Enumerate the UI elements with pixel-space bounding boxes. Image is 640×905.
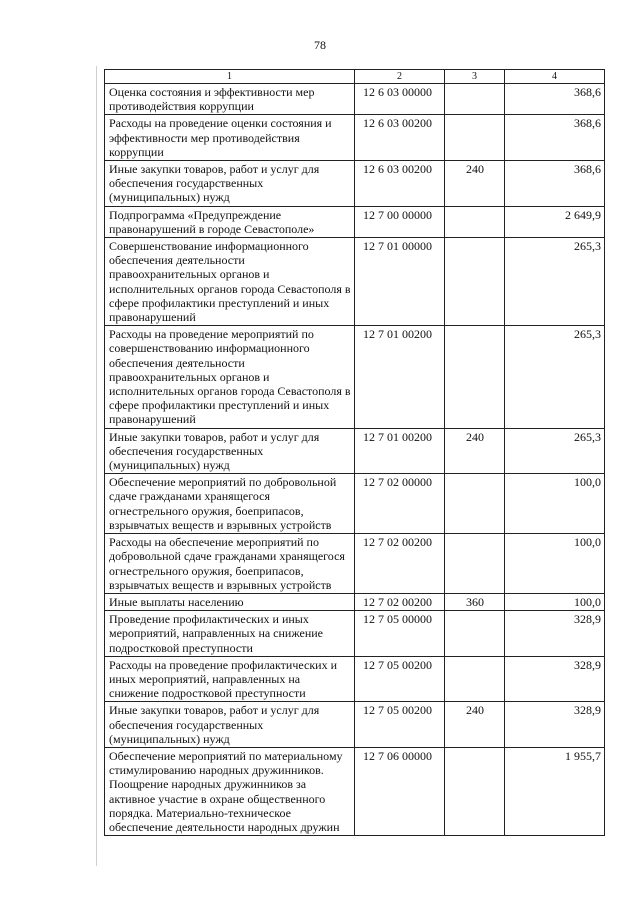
table-row	[105, 611, 605, 657]
row-type	[445, 238, 505, 326]
row-name: Расходы на проведение мероприятий по совершенствованию информационного обеспечения деятельности правоохранительных органов и исполнительных органов города Севастополя в сфере профилактики преступлений и иных правонарушений	[105, 326, 355, 428]
header-col-3: 3	[445, 70, 505, 84]
row-code: 12 7 05 00000	[355, 611, 445, 657]
row-type	[445, 474, 505, 534]
page-number: 78	[314, 38, 326, 52]
table-row	[105, 656, 605, 702]
row-name: Расходы на проведение профилактических и иных мероприятий, направленных на снижение подростковой преступности	[105, 656, 355, 702]
row-amount: 265,3	[505, 428, 605, 474]
table-row	[105, 115, 605, 161]
table-row	[105, 238, 605, 326]
row-code: 12 7 02 00200	[355, 534, 445, 594]
row-name: Оценка состояния и эффективности мер противодействия коррупции	[105, 84, 355, 115]
table-row	[105, 747, 605, 835]
row-type	[445, 747, 505, 835]
row-name: Обеспечение мероприятий по материальному стимулированию народных дружинников. Поощрение народных дружинников за активное участие в охране общественного порядка. Материально-техническое обеспечение деятельности народных дружин	[105, 747, 355, 835]
row-amount: 100,0	[505, 474, 605, 534]
row-amount: 265,3	[505, 238, 605, 326]
row-amount: 328,9	[505, 656, 605, 702]
header-col-1: 1	[105, 70, 355, 84]
row-name: Проведение профилактических и иных мероприятий, направленных на снижение подростковой преступности	[105, 611, 355, 657]
table-row	[105, 474, 605, 534]
header-col-2: 2	[355, 70, 445, 84]
row-type	[445, 534, 505, 594]
row-name: Подпрограмма «Предупреждение правонарушений в городе Севастополе»	[105, 206, 355, 237]
header-row	[105, 70, 605, 84]
row-type	[445, 611, 505, 657]
row-name: Иные закупки товаров, работ и услуг для обеспечения государственных (муниципальных) нужд	[105, 428, 355, 474]
row-type: 240	[445, 161, 505, 207]
row-amount: 100,0	[505, 534, 605, 594]
row-code: 12 7 02 00000	[355, 474, 445, 534]
row-name: Иные закупки товаров, работ и услуг для обеспечения государственных (муниципальных) нужд	[105, 161, 355, 207]
budget-table	[104, 69, 605, 836]
row-code: 12 7 06 00000	[355, 747, 445, 835]
row-name: Иные выплаты населению	[105, 593, 355, 610]
row-amount: 368,6	[505, 84, 605, 115]
row-type: 240	[445, 702, 505, 748]
row-code: 12 7 02 00200	[355, 593, 445, 610]
row-name: Совершенствование информационного обеспечения деятельности правоохранительных органов и исполнительных органов города Севастополя в сфере профилактики преступлений и иных правонарушений	[105, 238, 355, 326]
row-type: 240	[445, 428, 505, 474]
row-code: 12 6 03 00000	[355, 84, 445, 115]
row-amount: 368,6	[505, 115, 605, 161]
row-amount: 100,0	[505, 593, 605, 610]
row-amount: 2 649,9	[505, 206, 605, 237]
row-code: 12 7 01 00200	[355, 428, 445, 474]
table-row	[105, 702, 605, 748]
table-row	[105, 84, 605, 115]
row-amount: 368,6	[505, 161, 605, 207]
row-name: Иные закупки товаров, работ и услуг для обеспечения государственных (муниципальных) нужд	[105, 702, 355, 748]
table-row	[105, 161, 605, 207]
row-code: 12 7 01 00000	[355, 238, 445, 326]
margin-line	[96, 66, 97, 866]
row-type	[445, 84, 505, 115]
row-name: Расходы на проведение оценки состояния и эффективности мер противодействия коррупции	[105, 115, 355, 161]
row-name: Расходы на обеспечение мероприятий по добровольной сдаче гражданами хранящегося огнестрельного оружия, боеприпасов, взрывчатых веществ и взрывных устройств	[105, 534, 355, 594]
table-row	[105, 428, 605, 474]
row-code: 12 6 03 00200	[355, 115, 445, 161]
row-type	[445, 206, 505, 237]
row-type	[445, 326, 505, 428]
table-row	[105, 593, 605, 610]
row-type	[445, 115, 505, 161]
row-amount: 265,3	[505, 326, 605, 428]
row-type: 360	[445, 593, 505, 610]
row-code: 12 7 05 00200	[355, 656, 445, 702]
table-row	[105, 206, 605, 237]
row-amount: 328,9	[505, 611, 605, 657]
header-col-4: 4	[505, 70, 605, 84]
table-row	[105, 326, 605, 428]
row-amount: 1 955,7	[505, 747, 605, 835]
row-type	[445, 656, 505, 702]
row-amount: 328,9	[505, 702, 605, 748]
table-row	[105, 534, 605, 594]
row-code: 12 7 01 00200	[355, 326, 445, 428]
row-name: Обеспечение мероприятий по добровольной сдаче гражданами хранящегося огнестрельного оружия, боеприпасов, взрывчатых веществ и взрывных устройств	[105, 474, 355, 534]
row-code: 12 7 05 00200	[355, 702, 445, 748]
row-code: 12 7 00 00000	[355, 206, 445, 237]
row-code: 12 6 03 00200	[355, 161, 445, 207]
